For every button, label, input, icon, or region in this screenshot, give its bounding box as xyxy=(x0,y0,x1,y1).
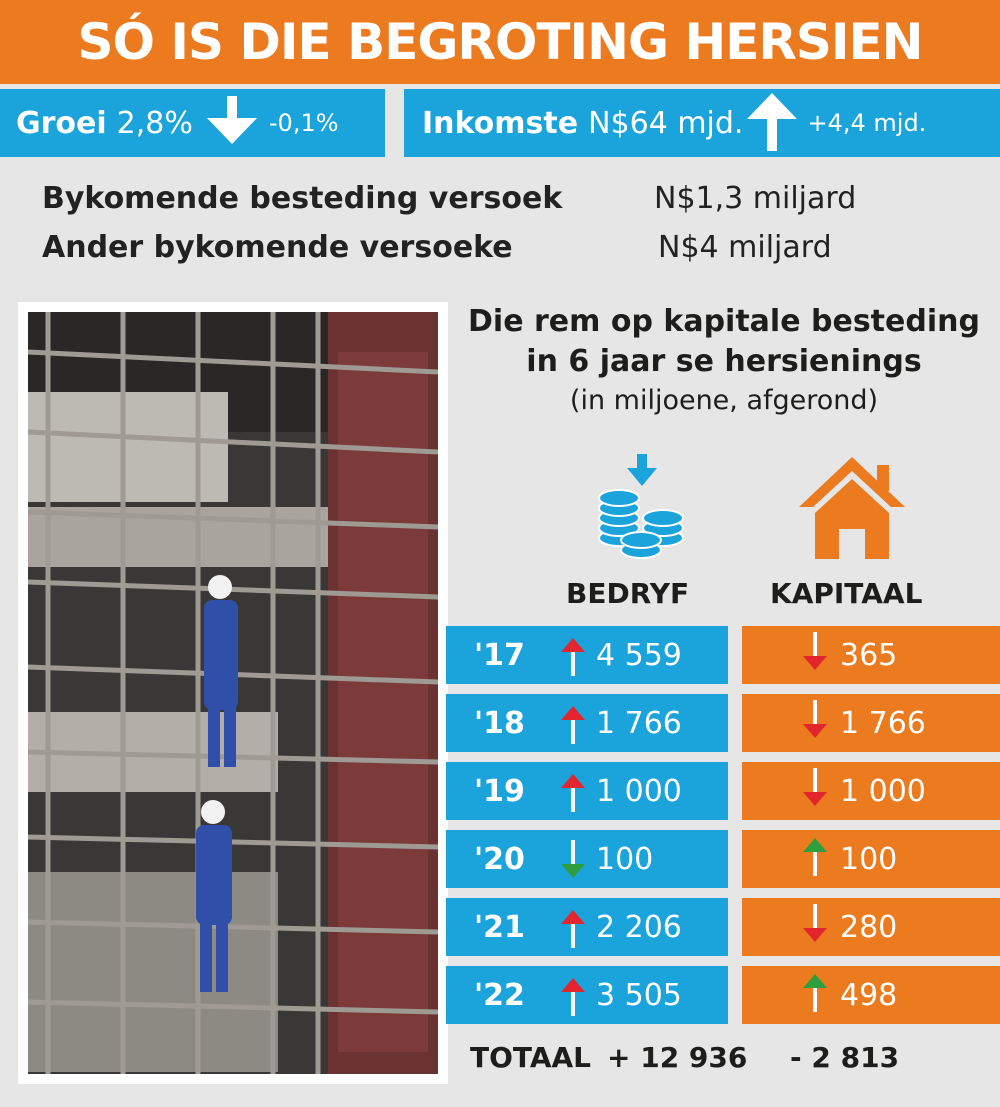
row-year: '21 xyxy=(474,909,525,945)
arrow-down-icon xyxy=(802,904,828,944)
request-label: Bykomende besteding versoek xyxy=(42,181,563,216)
growth-label: Groei xyxy=(16,105,107,141)
income-stat xyxy=(404,89,1000,157)
headline-bar xyxy=(0,0,1000,84)
arrow-up-icon xyxy=(560,636,586,676)
bedryf-row xyxy=(446,898,728,956)
arrow-up-icon xyxy=(560,908,586,948)
arrow-down-icon xyxy=(802,768,828,808)
arrow-down-icon xyxy=(203,96,261,150)
bedryf-value: 1 000 xyxy=(596,773,682,809)
column-header-bedryf: BEDRYF xyxy=(566,577,690,610)
bedryf-value: 4 559 xyxy=(596,637,682,673)
income-value: N$64 mjd. xyxy=(588,105,744,141)
bedryf-value: 2 206 xyxy=(596,909,682,945)
total-bedryf: + 12 936 xyxy=(607,1041,748,1074)
kapitaal-row xyxy=(742,966,1000,1024)
bedryf-value: 1 766 xyxy=(596,705,682,741)
row-year: '17 xyxy=(474,637,525,673)
growth-change: -0,1% xyxy=(268,109,339,137)
row-year: '20 xyxy=(474,841,525,877)
kapitaal-row xyxy=(742,694,1000,752)
chart-title: Die rem op kapitale besteding in 6 jaar se hersienings xyxy=(468,304,980,379)
arrow-up-icon xyxy=(802,972,828,1012)
bedryf-row xyxy=(446,830,728,888)
arrow-up-icon xyxy=(560,772,586,812)
request-label: Ander bykomende versoeke xyxy=(42,230,513,265)
construction-photo xyxy=(18,302,448,1084)
income-change: +4,4 mjd. xyxy=(807,109,927,137)
arrow-up-icon xyxy=(560,976,586,1016)
bedryf-value: 3 505 xyxy=(596,977,682,1013)
headline: SÓ IS DIE BEGROTING HERSIEN xyxy=(77,13,923,71)
kapitaal-row xyxy=(742,898,1000,956)
bedryf-row xyxy=(446,966,728,1024)
row-year: '18 xyxy=(474,705,525,741)
arrow-up-icon xyxy=(802,836,828,876)
growth-stat xyxy=(0,89,385,157)
coin-stack-down-arrow-icon xyxy=(597,452,689,564)
bedryf-row xyxy=(446,762,728,820)
kapitaal-value: 498 xyxy=(840,977,898,1013)
request-value: N$1,3 miljard xyxy=(654,181,857,216)
chart-heading xyxy=(448,302,1000,420)
kapitaal-value: 365 xyxy=(840,637,898,673)
request-value: N$4 miljard xyxy=(658,230,832,265)
bedryf-row xyxy=(446,694,728,752)
bedryf-value: 100 xyxy=(596,841,654,877)
kapitaal-value: 100 xyxy=(840,841,898,877)
arrow-down-icon xyxy=(560,840,586,880)
kapitaal-row xyxy=(742,762,1000,820)
kapitaal-value: 1 766 xyxy=(840,705,926,741)
income-label: Inkomste xyxy=(422,105,579,141)
kapitaal-row xyxy=(742,830,1000,888)
arrow-up-icon xyxy=(745,91,799,155)
row-year: '19 xyxy=(474,773,525,809)
total-label: TOTAAL xyxy=(470,1041,592,1074)
chart-subtitle: (in miljoene, afgerond) xyxy=(569,385,879,416)
kapitaal-value: 1 000 xyxy=(840,773,926,809)
arrow-down-icon xyxy=(802,632,828,672)
bedryf-row xyxy=(446,626,728,684)
house-icon xyxy=(797,455,907,565)
row-year: '22 xyxy=(474,977,525,1013)
growth-value: 2,8% xyxy=(116,105,193,141)
total-kapitaal: - 2 813 xyxy=(790,1041,900,1074)
arrow-up-icon xyxy=(560,704,586,744)
kapitaal-row xyxy=(742,626,1000,684)
column-header-kapitaal: KAPITAAL xyxy=(770,577,923,610)
kapitaal-value: 280 xyxy=(840,909,898,945)
arrow-down-icon xyxy=(802,700,828,740)
